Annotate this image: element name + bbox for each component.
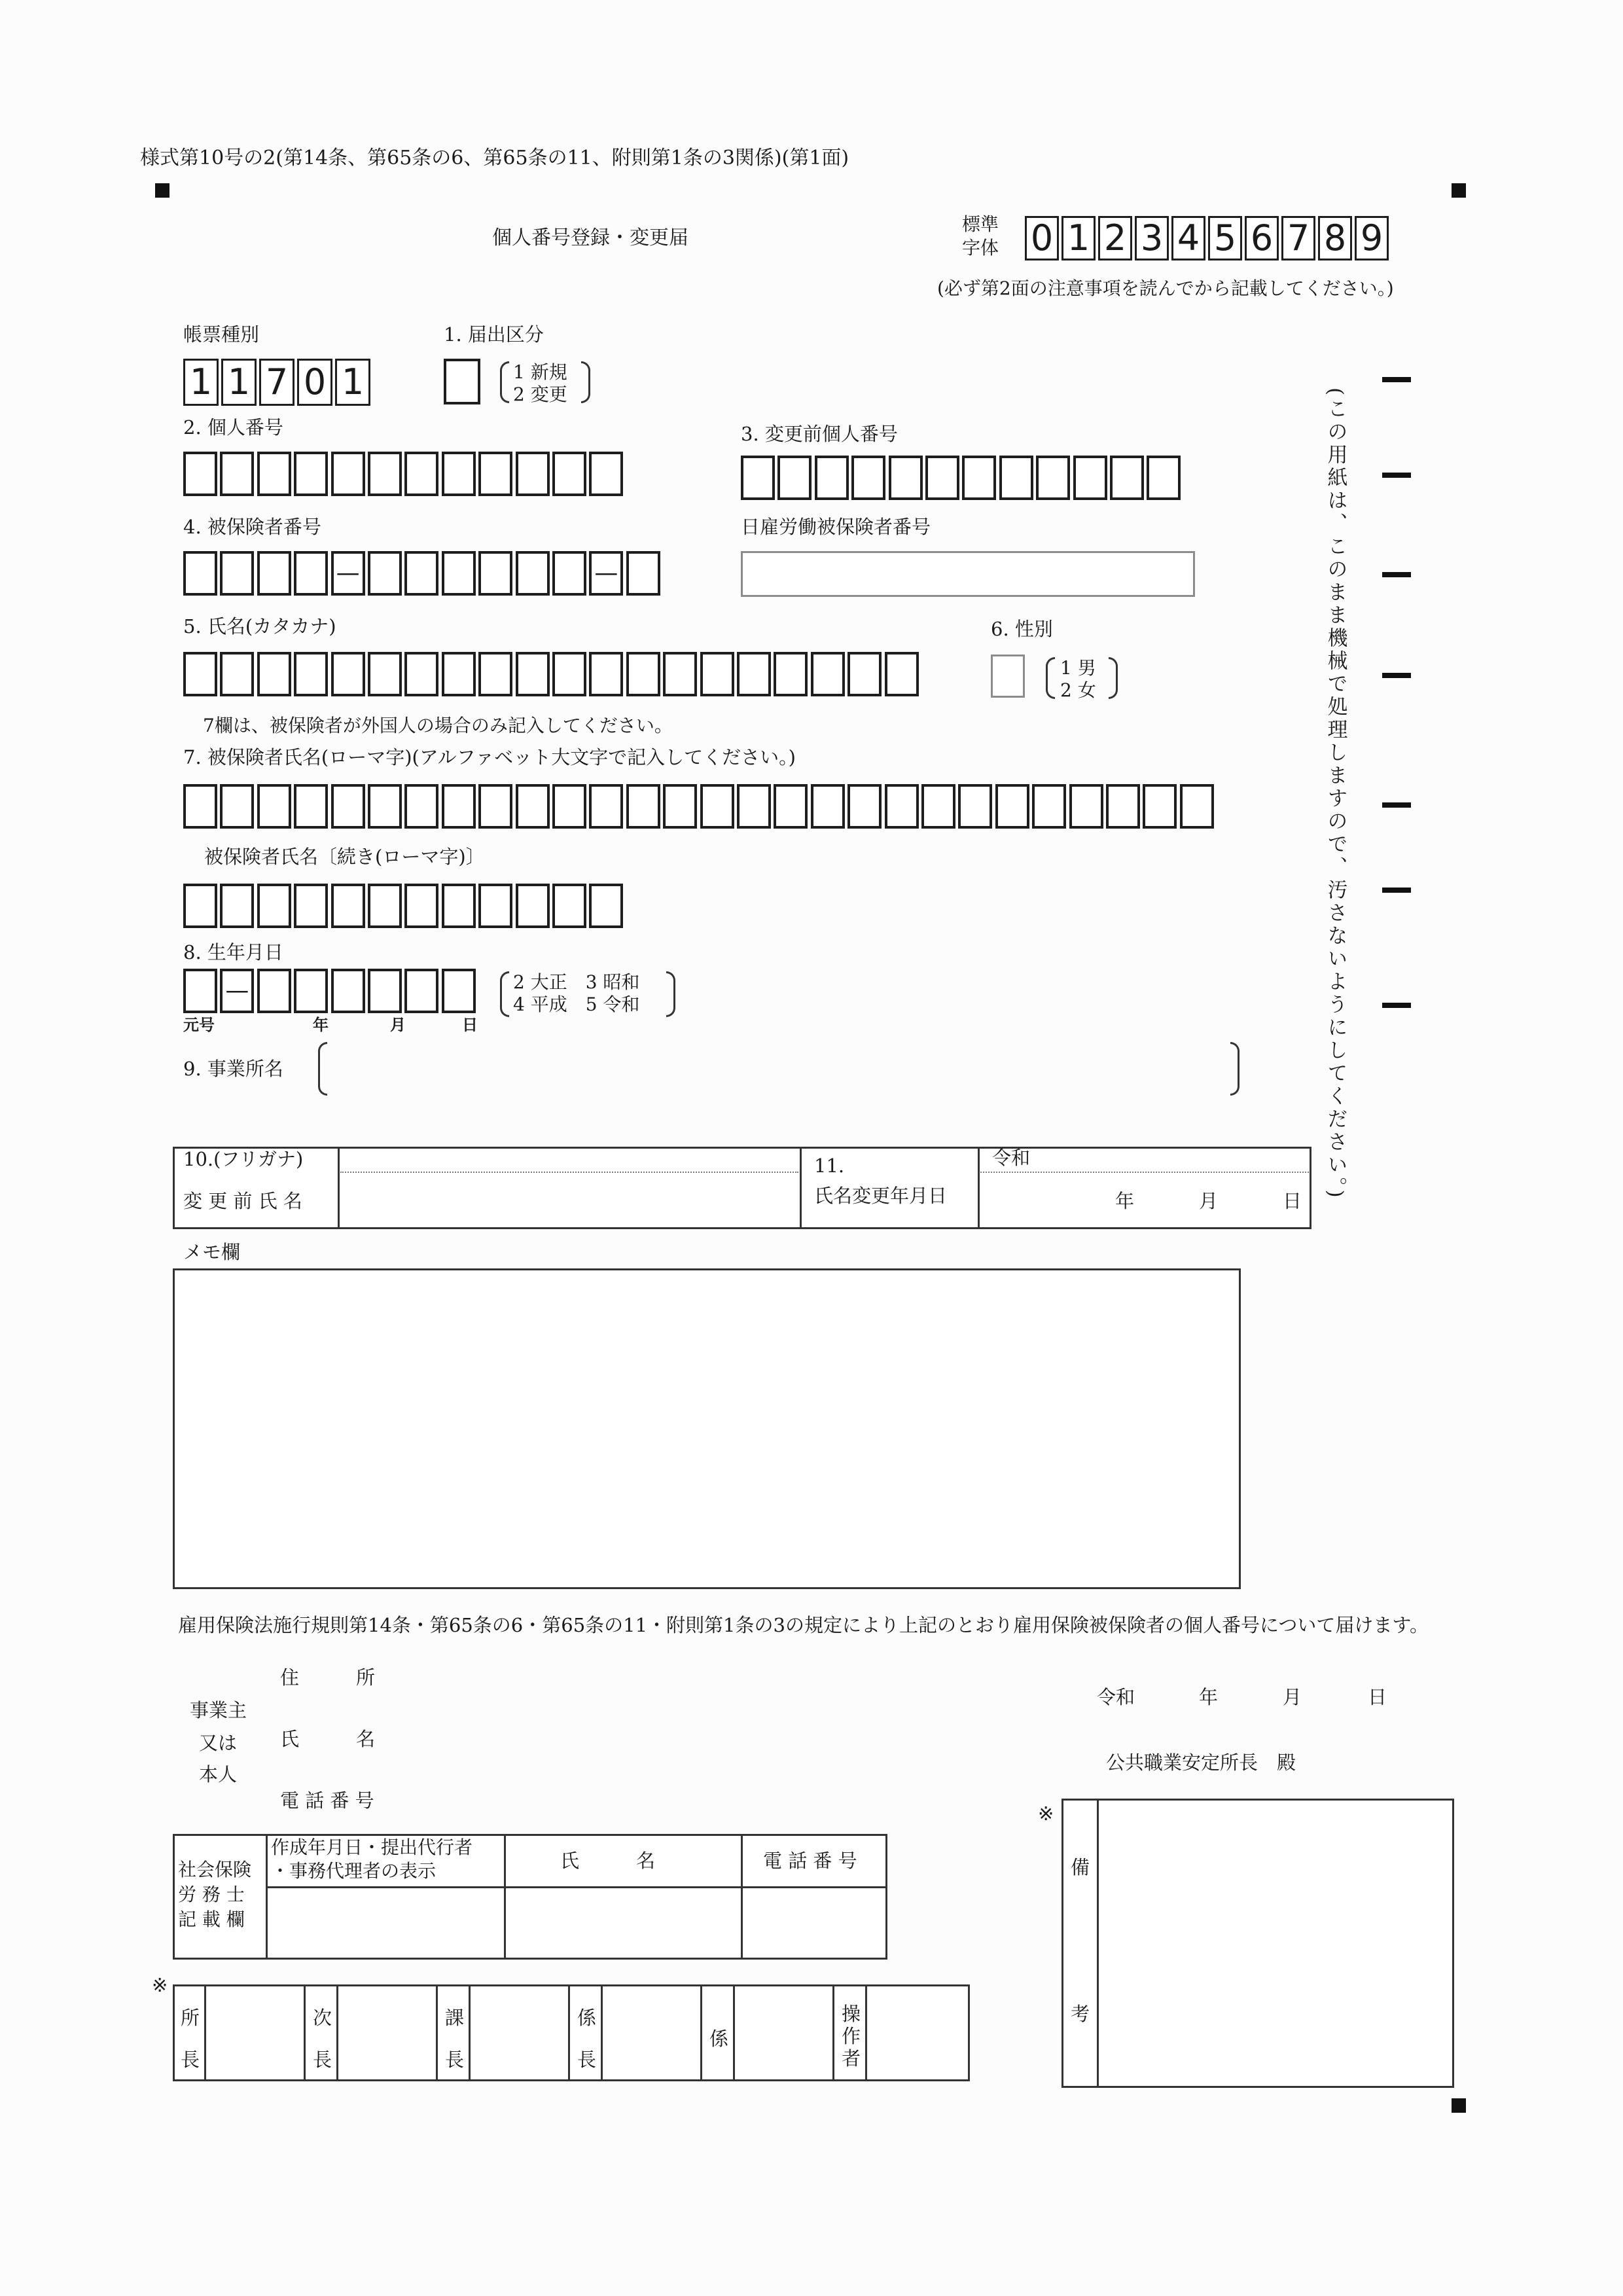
f7-char-box[interactable] <box>404 784 438 829</box>
remarks-mark: ※ <box>1038 1803 1054 1825</box>
f7c-char-box[interactable] <box>331 884 365 928</box>
table-divider <box>978 1147 980 1229</box>
sharoushi-display-field[interactable] <box>268 1889 503 1958</box>
f8-separator <box>220 969 254 1013</box>
f7-note: 7欄は、被保険者が外国人の場合のみ記入してください。 <box>203 715 673 736</box>
f8-digit-box[interactable] <box>183 969 217 1013</box>
f7c-char-box[interactable] <box>183 884 217 928</box>
f3-digit-box[interactable] <box>1110 456 1144 500</box>
approval-divider <box>700 1984 702 2081</box>
f3-digit-box[interactable] <box>777 456 812 500</box>
approval-divider <box>568 1984 570 2081</box>
f2-label: 2. 個人番号 <box>183 416 283 439</box>
bracket <box>500 971 509 1017</box>
f7-continuation-label: 被保険者氏名〔続き(ローマ字)〕 <box>204 846 485 868</box>
timing-mark <box>1382 473 1411 478</box>
f5-char-box[interactable] <box>774 652 808 696</box>
approval-cell-label: 長 <box>577 2049 597 2071</box>
f6-option-female: 2 女 <box>1060 679 1096 701</box>
f4-label: 4. 被保険者番号 <box>183 516 321 538</box>
form-type-code <box>183 359 370 406</box>
standard-digit-digit: 2 <box>1103 217 1127 259</box>
memo-field[interactable] <box>173 1268 1241 1589</box>
form-type-cell-digit: 7 <box>265 361 289 403</box>
sharoushi-col1-a: 作成年月日・提出代行者 <box>271 1837 473 1858</box>
approval-cell-label: 操 <box>842 2003 861 2025</box>
f5-char-box[interactable] <box>478 652 512 696</box>
approval-divider <box>601 1984 603 2081</box>
sharoushi-col1-b: ・事務代理者の表示 <box>271 1860 437 1882</box>
f2-digit-box[interactable] <box>331 452 365 496</box>
standard-digit-digit: 5 <box>1213 217 1237 259</box>
approval-cell-label: 係 <box>709 2028 729 2050</box>
form-type-cell <box>221 359 257 406</box>
form-type-cell-digit: 1 <box>341 361 365 403</box>
date-year-unit: 年 <box>1199 1686 1219 1708</box>
table-divider <box>1097 1799 1099 2088</box>
f7c-char-box[interactable] <box>552 884 586 928</box>
bracket <box>1230 1042 1240 1096</box>
f7c-char-box[interactable] <box>516 884 550 928</box>
f11-year-unit: 年 <box>1115 1190 1135 1212</box>
dash-glyph: — <box>225 977 249 1004</box>
form-type-cell-digit: 0 <box>303 361 327 403</box>
approval-stamp-cell[interactable] <box>473 1987 564 2079</box>
declaration-text: 雇用保険法施行規則第14条・第65条の6・第65条の11・附則第1条の3の規定により上記のとおり雇用保険被保険者の個人番号について届けます。 <box>178 1614 1429 1636</box>
table-divider <box>800 1147 802 1229</box>
f11-month-unit: 月 <box>1199 1190 1219 1212</box>
standard-digit-digit: 0 <box>1030 217 1054 259</box>
employer-group-2: 又は <box>199 1732 238 1754</box>
bracket <box>666 971 675 1017</box>
approval-divider <box>304 1984 306 2081</box>
f3-digit-box[interactable] <box>1147 456 1181 500</box>
f8-digit-box[interactable] <box>368 969 402 1013</box>
table-divider <box>266 1834 268 1960</box>
f7-char-box[interactable] <box>847 784 882 829</box>
form-type-cell <box>297 359 332 406</box>
f4-separator <box>589 551 623 596</box>
office-addressee: 公共職業安定所長 殿 <box>1106 1751 1296 1774</box>
table-divider <box>266 1886 887 1888</box>
f8-label: 8. 生年月日 <box>183 941 283 963</box>
day-laborer-label: 日雇労働被保険者番号 <box>741 516 931 538</box>
f5-char-box[interactable] <box>737 652 771 696</box>
date-month-unit: 月 <box>1283 1686 1302 1708</box>
f5-char-box[interactable] <box>847 652 882 696</box>
f7c-char-box[interactable] <box>294 884 328 928</box>
f5-char-box[interactable] <box>552 652 586 696</box>
form-reference: 様式第10号の2(第14条、第65条の6、第65条の11、附則第1条の3関係)(第1面) <box>140 147 849 170</box>
remarks-label-1: 備 <box>1071 1856 1090 1878</box>
form-type-cell-digit: 1 <box>227 361 251 403</box>
f5-char-box[interactable] <box>183 652 217 696</box>
f2-digit-box[interactable] <box>478 452 512 496</box>
std-font-label-2: 字体 <box>962 237 999 259</box>
f9-label: 9. 事業所名 <box>183 1058 283 1080</box>
machine-processing-note: (この用紙は、このまま機械で処理しますので、汚さないようにしてください。) <box>1323 387 1347 1200</box>
f4-digit-box[interactable] <box>552 551 586 596</box>
registration-mark-top-right <box>1452 183 1466 198</box>
standard-digit <box>1025 216 1059 260</box>
f7-char-box[interactable] <box>626 784 660 829</box>
f2-digit-box[interactable] <box>220 452 254 496</box>
f6-label: 6. 性別 <box>991 618 1053 640</box>
employer-group-1: 事業主 <box>190 1699 247 1721</box>
approval-cell-label: 長 <box>313 2049 332 2071</box>
f3-digit-box[interactable] <box>889 456 923 500</box>
standard-digit <box>1135 216 1169 260</box>
bracket <box>318 1042 327 1096</box>
bracket <box>500 361 509 403</box>
f1-notification-type-box[interactable] <box>444 359 480 404</box>
f7-char-box[interactable] <box>774 784 808 829</box>
sharoushi-side-2: 労 務 士 <box>178 1884 245 1905</box>
std-font-label-1: 標準 <box>962 213 999 235</box>
form-type-cell <box>183 359 219 406</box>
form-type-cell-digit: 1 <box>189 361 213 403</box>
f4-separator <box>331 551 365 596</box>
f2-digit-box[interactable] <box>183 452 217 496</box>
remarks-label-2: 考 <box>1071 2003 1090 2025</box>
f7c-char-box[interactable] <box>478 884 512 928</box>
f5-char-box[interactable] <box>885 652 919 696</box>
f8-month-sublabel: 月 <box>390 1016 406 1034</box>
f7-char-box[interactable] <box>995 784 1029 829</box>
f7-char-box[interactable] <box>737 784 771 829</box>
f5-char-box[interactable] <box>589 652 623 696</box>
f7-char-box[interactable] <box>1032 784 1066 829</box>
standard-digit <box>1318 216 1352 260</box>
f11-day-unit: 日 <box>1283 1190 1302 1212</box>
furigana-divider <box>340 1172 798 1173</box>
standard-digit-digit: 7 <box>1287 217 1310 259</box>
f5-char-box[interactable] <box>368 652 402 696</box>
f4-digit-box[interactable] <box>516 551 550 596</box>
f7-char-box[interactable] <box>368 784 402 829</box>
f1-option-new: 1 新規 <box>513 361 567 383</box>
f2-digit-box[interactable] <box>442 452 476 496</box>
f4-digit-box[interactable] <box>368 551 402 596</box>
f4-digit-box[interactable] <box>478 551 512 596</box>
f7-char-box[interactable] <box>1180 784 1214 829</box>
f3-digit-box[interactable] <box>1036 456 1070 500</box>
f7-char-box[interactable] <box>589 784 623 829</box>
timing-mark <box>1382 377 1411 382</box>
f8-era-options-1: 2 大正 3 昭和 <box>513 971 640 993</box>
approval-mark: ※ <box>152 1974 168 1996</box>
approval-divider <box>336 1984 338 2081</box>
approval-cell-label: 者 <box>842 2047 861 2070</box>
date-day-unit: 日 <box>1368 1686 1387 1708</box>
f3-label: 3. 変更前個人番号 <box>741 423 898 445</box>
bracket <box>1046 657 1055 699</box>
registration-mark-top-left <box>155 183 169 198</box>
f5-char-box[interactable] <box>220 652 254 696</box>
approval-cell-label: 課 <box>445 2007 465 2029</box>
f7c-char-box[interactable] <box>589 884 623 928</box>
standard-digit-digit: 6 <box>1250 217 1274 259</box>
f5-char-box[interactable] <box>331 652 365 696</box>
f11-era: 令和 <box>992 1147 1031 1169</box>
timing-mark <box>1382 1003 1411 1008</box>
table-divider <box>504 1834 506 1960</box>
approval-divider <box>436 1984 438 2081</box>
f7c-char-box[interactable] <box>220 884 254 928</box>
day-laborer-number-field[interactable] <box>741 551 1195 597</box>
f7-char-box[interactable] <box>331 784 365 829</box>
f7-label: 7. 被保険者氏名(ローマ字)(アルファベット大文字で記入してください。) <box>183 746 796 768</box>
f4-digit-box[interactable] <box>220 551 254 596</box>
approval-divider <box>204 1984 206 2081</box>
f7-char-box[interactable] <box>663 784 697 829</box>
f2-digit-box[interactable] <box>404 452 438 496</box>
f10-previous-name-field[interactable] <box>342 1174 797 1227</box>
standard-digit <box>1098 216 1132 260</box>
f7-char-box[interactable] <box>700 784 734 829</box>
f5-char-box[interactable] <box>811 652 845 696</box>
table-divider <box>338 1147 340 1229</box>
f5-char-box[interactable] <box>442 652 476 696</box>
approval-cell-label: 作 <box>842 2025 861 2047</box>
f7c-char-box[interactable] <box>442 884 476 928</box>
approval-divider <box>832 1984 834 2081</box>
f11-label: 11. <box>814 1155 845 1177</box>
approval-divider <box>733 1984 735 2081</box>
f2-digit-box[interactable] <box>257 452 291 496</box>
f8-year-sublabel: 年 <box>313 1016 329 1034</box>
f4-digit-box[interactable] <box>442 551 476 596</box>
sharoushi-col3: 電 話 番 号 <box>763 1850 857 1872</box>
standard-digit-sample <box>1025 216 1395 260</box>
dash-glyph: — <box>336 560 360 586</box>
f5-char-box[interactable] <box>626 652 660 696</box>
f8-day-sublabel: 日 <box>462 1016 478 1034</box>
employer-phone-label: 電 話 番 号 <box>280 1789 374 1812</box>
f7-char-box[interactable] <box>257 784 291 829</box>
standard-digit-digit: 4 <box>1177 217 1200 259</box>
employer-address-label: 住 所 <box>280 1666 376 1689</box>
f1-label: 1. 届出区分 <box>444 323 544 346</box>
f3-digit-box[interactable] <box>741 456 775 500</box>
f7-char-box[interactable] <box>1143 784 1177 829</box>
f4-digit-box[interactable] <box>294 551 328 596</box>
f8-digit-box[interactable] <box>257 969 291 1013</box>
f5-char-box[interactable] <box>516 652 550 696</box>
memo-label: メモ欄 <box>183 1241 241 1263</box>
f2-digit-box[interactable] <box>552 452 586 496</box>
f3-digit-box[interactable] <box>815 456 849 500</box>
f8-digit-box[interactable] <box>442 969 476 1013</box>
date-era: 令和 <box>1097 1686 1135 1708</box>
approval-cell-label: 係 <box>577 2007 597 2029</box>
f3-digit-box[interactable] <box>851 456 885 500</box>
registration-mark-bottom-right <box>1452 2098 1466 2113</box>
f7c-char-box[interactable] <box>257 884 291 928</box>
timing-mark <box>1382 802 1411 808</box>
f5-char-box[interactable] <box>404 652 438 696</box>
approval-cell-label: 所 <box>181 2007 200 2029</box>
form-type-label: 帳票種別 <box>183 323 260 346</box>
timing-mark <box>1382 572 1411 577</box>
f8-era-sublabel: 元号 <box>183 1016 215 1034</box>
f8-digit-box[interactable] <box>294 969 328 1013</box>
f7c-char-box[interactable] <box>368 884 402 928</box>
approval-stamp-cell[interactable] <box>340 1987 432 2079</box>
f7-char-box[interactable] <box>183 784 217 829</box>
f3-digit-box[interactable] <box>999 456 1033 500</box>
standard-digit <box>1208 216 1242 260</box>
form-title: 個人番号登録・変更届 <box>492 226 688 249</box>
era-divider <box>980 1172 1309 1173</box>
standard-digit-digit: 8 <box>1323 217 1347 259</box>
table-divider <box>741 1834 743 1960</box>
f1-option-change: 2 変更 <box>513 384 567 405</box>
standard-digit-digit: 9 <box>1360 217 1383 259</box>
f2-digit-box[interactable] <box>589 452 623 496</box>
sharoushi-phone-field[interactable] <box>743 1889 886 1958</box>
f7-char-box[interactable] <box>478 784 512 829</box>
f6-option-male: 1 男 <box>1060 657 1096 679</box>
f4-digit-box[interactable] <box>257 551 291 596</box>
approval-stamp-cell[interactable] <box>869 1987 961 2079</box>
f2-digit-box[interactable] <box>516 452 550 496</box>
approval-stamp-cell[interactable] <box>605 1987 696 2079</box>
standard-digit <box>1355 216 1389 260</box>
approval-cell-label: 長 <box>445 2049 465 2071</box>
instruction-note: (必ず第2面の注意事項を読んでから記載してください。) <box>937 278 1394 299</box>
f8-era-options-2: 4 平成 5 令和 <box>513 994 640 1015</box>
f7-char-box[interactable] <box>516 784 550 829</box>
standard-digit-digit: 1 <box>1067 217 1090 259</box>
employer-group-3: 本人 <box>199 1763 238 1785</box>
f6-sex-box[interactable] <box>991 655 1025 698</box>
f7-char-box[interactable] <box>220 784 254 829</box>
approval-cell-label: 長 <box>181 2049 200 2071</box>
approval-divider <box>469 1984 471 2081</box>
f7-char-box[interactable] <box>958 784 992 829</box>
sharoushi-name-field[interactable] <box>507 1889 740 1958</box>
f4-digit-box[interactable] <box>404 551 438 596</box>
f7-char-box[interactable] <box>1106 784 1140 829</box>
f8-digit-box[interactable] <box>331 969 365 1013</box>
f3-digit-box[interactable] <box>962 456 996 500</box>
employer-name-label: 氏 名 <box>280 1728 376 1750</box>
f4-digit-box[interactable] <box>183 551 217 596</box>
sharoushi-side-3: 記 載 欄 <box>178 1909 245 1930</box>
remarks-field[interactable] <box>1101 1801 1452 2085</box>
timing-mark <box>1382 673 1411 678</box>
standard-digit <box>1171 216 1205 260</box>
approval-stamp-cell[interactable] <box>737 1987 829 2079</box>
approval-cell-label: 次 <box>313 2007 332 2029</box>
timing-mark <box>1382 888 1411 893</box>
standard-digit <box>1245 216 1279 260</box>
bracket <box>581 361 590 403</box>
approval-stamp-cell[interactable] <box>208 1987 300 2079</box>
standard-digit <box>1061 216 1096 260</box>
form-type-cell <box>335 359 370 406</box>
f5-char-box[interactable] <box>663 652 697 696</box>
f3-digit-box[interactable] <box>925 456 959 500</box>
f10-label: 10.(フリガナ) <box>183 1148 304 1170</box>
f2-digit-box[interactable] <box>368 452 402 496</box>
f7-char-box[interactable] <box>885 784 919 829</box>
f4-digit-box[interactable] <box>626 551 660 596</box>
f7c-char-box[interactable] <box>404 884 438 928</box>
standard-digit-digit: 3 <box>1140 217 1164 259</box>
f3-digit-box[interactable] <box>1073 456 1107 500</box>
f7-char-box[interactable] <box>921 784 955 829</box>
f5-char-box[interactable] <box>700 652 734 696</box>
sharoushi-side-1: 社会保険 <box>178 1859 252 1880</box>
f10-sublabel: 変 更 前 氏 名 <box>183 1190 302 1212</box>
f8-digit-box[interactable] <box>404 969 438 1013</box>
f7-char-box[interactable] <box>294 784 328 829</box>
f7-char-box[interactable] <box>1069 784 1103 829</box>
f7-char-box[interactable] <box>552 784 586 829</box>
bracket <box>1109 657 1118 699</box>
dash-glyph: — <box>594 560 618 586</box>
standard-digit <box>1281 216 1315 260</box>
f2-digit-box[interactable] <box>294 452 328 496</box>
f7-char-box[interactable] <box>442 784 476 829</box>
approval-divider <box>865 1984 867 2081</box>
sharoushi-col2: 氏 名 <box>560 1850 656 1872</box>
f5-label: 5. 氏名(カタカナ) <box>183 615 336 637</box>
f9-office-name-field[interactable] <box>327 1042 1230 1096</box>
f5-char-box[interactable] <box>294 652 328 696</box>
f5-char-box[interactable] <box>257 652 291 696</box>
f11-sublabel: 氏名変更年月日 <box>814 1185 948 1207</box>
f7-char-box[interactable] <box>811 784 845 829</box>
form-type-cell <box>259 359 294 406</box>
